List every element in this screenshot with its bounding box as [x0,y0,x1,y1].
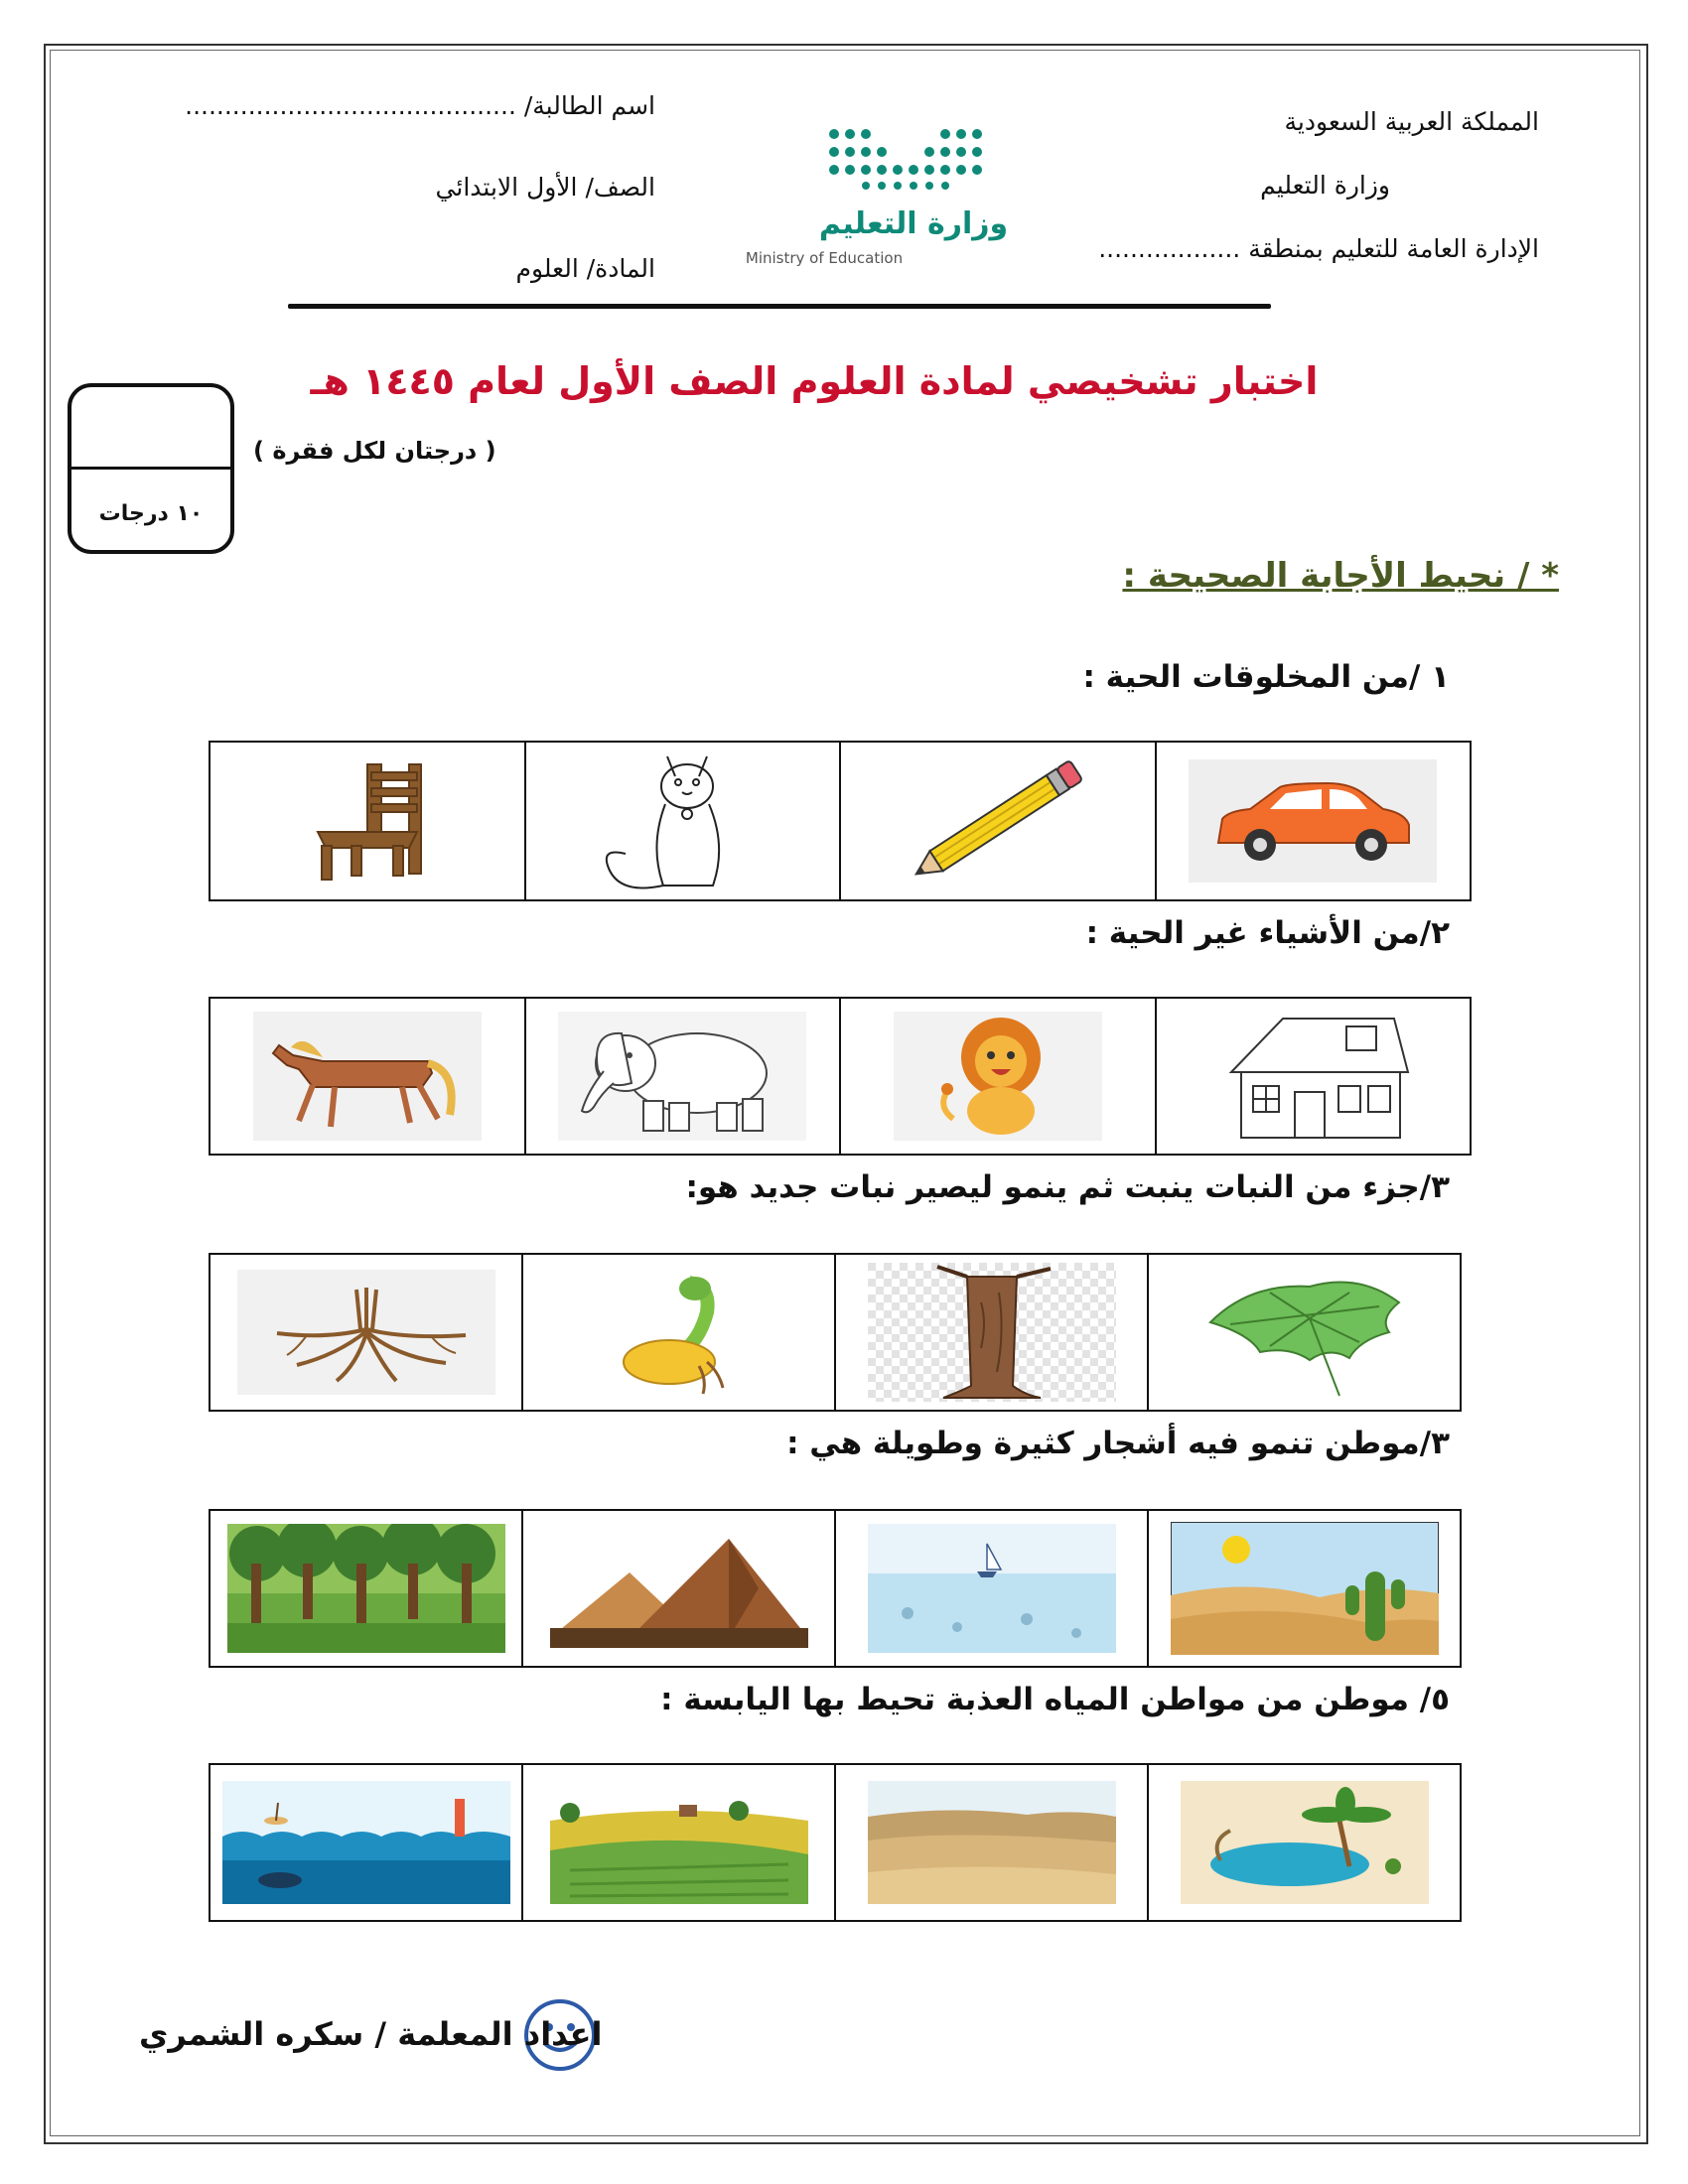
option-oasis-pond[interactable] [1147,1765,1460,1920]
score-box [68,383,234,554]
option-pencil[interactable] [839,743,1155,899]
ministry-logo [735,124,1033,273]
option-horse[interactable] [211,999,524,1154]
option-roots[interactable] [211,1255,521,1410]
lion-icon [894,1012,1102,1141]
option-leaf[interactable] [1147,1255,1460,1410]
option-ocean[interactable] [211,1765,521,1920]
farmland-icon [550,1781,808,1904]
car-icon [1189,759,1437,883]
options-row-3 [209,1253,1462,1412]
instruction: * / نحيط الأجابة الصحيحة : [1122,556,1559,596]
cat-icon [588,747,776,895]
question-3: ٣/جزء من النبات ينبت ثم ينمو ليصير نبات جديد هو: [685,1169,1450,1205]
logo-arabic-text: وزارة التعليم [818,206,1009,241]
ocean-icon [222,1781,510,1904]
elephant-icon [558,1012,806,1141]
option-lion[interactable] [839,999,1155,1154]
header-ministry: وزارة التعليم [1260,171,1390,200]
options-row-1 [209,741,1472,901]
leaf-icon [1191,1263,1419,1402]
option-desert[interactable] [1147,1511,1460,1666]
question-2: ٢/من الأشياء غير الحية : [1085,915,1450,951]
house-icon [1213,1007,1412,1146]
tree-trunk-icon [868,1263,1116,1402]
sprouting-seed-icon [600,1263,759,1402]
logo-english-text: Ministry of Education [745,249,904,267]
options-row-5 [209,1763,1462,1922]
header-grade: الصف/ الأول الابتدائي [435,173,655,202]
header-directorate: الإدارة العامة للتعليم بمنطقة .................. [1098,234,1539,263]
option-sea[interactable] [834,1511,1147,1666]
mountains-icon [550,1529,808,1648]
option-mountains[interactable] [521,1511,834,1666]
option-sprouting-seed[interactable] [521,1255,834,1410]
question-1: ١ /من المخلوقات الحية : [1082,659,1450,695]
question-4: ٣/موطن تنمو فيه أشجار كثيرة وطويلة هي : [786,1426,1450,1461]
question-5: ٥/ موطن من مواطن المياه العذبة تحيط بها اليابسة : [660,1682,1450,1717]
option-elephant[interactable] [524,999,840,1154]
header-student-name: اسم الطالبة/ .......................................... [185,91,655,120]
option-farmland[interactable] [521,1765,834,1920]
score-divider [71,467,230,470]
plains-icon [868,1781,1116,1904]
pencil-icon [889,751,1107,890]
option-cat[interactable] [524,743,840,899]
header-subject: المادة/ العلوم [515,254,655,283]
header-rule [288,304,1271,309]
desert-icon [1171,1522,1439,1655]
prepared-by: اعداد المعلمة / سكره الشمري [139,2015,603,2053]
exam-subtitle: ( درجتان لكل فقرة ) [253,437,496,465]
forest-icon [227,1524,505,1653]
roots-icon [237,1270,495,1395]
option-forest[interactable] [211,1511,521,1666]
header-country: المملكة العربية السعودية [1284,107,1539,136]
options-row-2 [209,997,1472,1156]
chair-icon [298,756,437,886]
score-label: ١٠ درجات [98,501,204,526]
exam-title: اختبار تشخيصي لمادة العلوم الصف الأول لعام ١٤٤٥ هـ [310,359,1319,403]
option-tree-trunk[interactable] [834,1255,1147,1410]
option-chair[interactable] [211,743,524,899]
option-house[interactable] [1155,999,1471,1154]
option-plains[interactable] [834,1765,1147,1920]
option-car[interactable] [1155,743,1471,899]
horse-icon [253,1012,482,1141]
oasis-pond-icon [1181,1781,1429,1904]
options-row-4 [209,1509,1462,1668]
sea-icon [868,1524,1116,1653]
